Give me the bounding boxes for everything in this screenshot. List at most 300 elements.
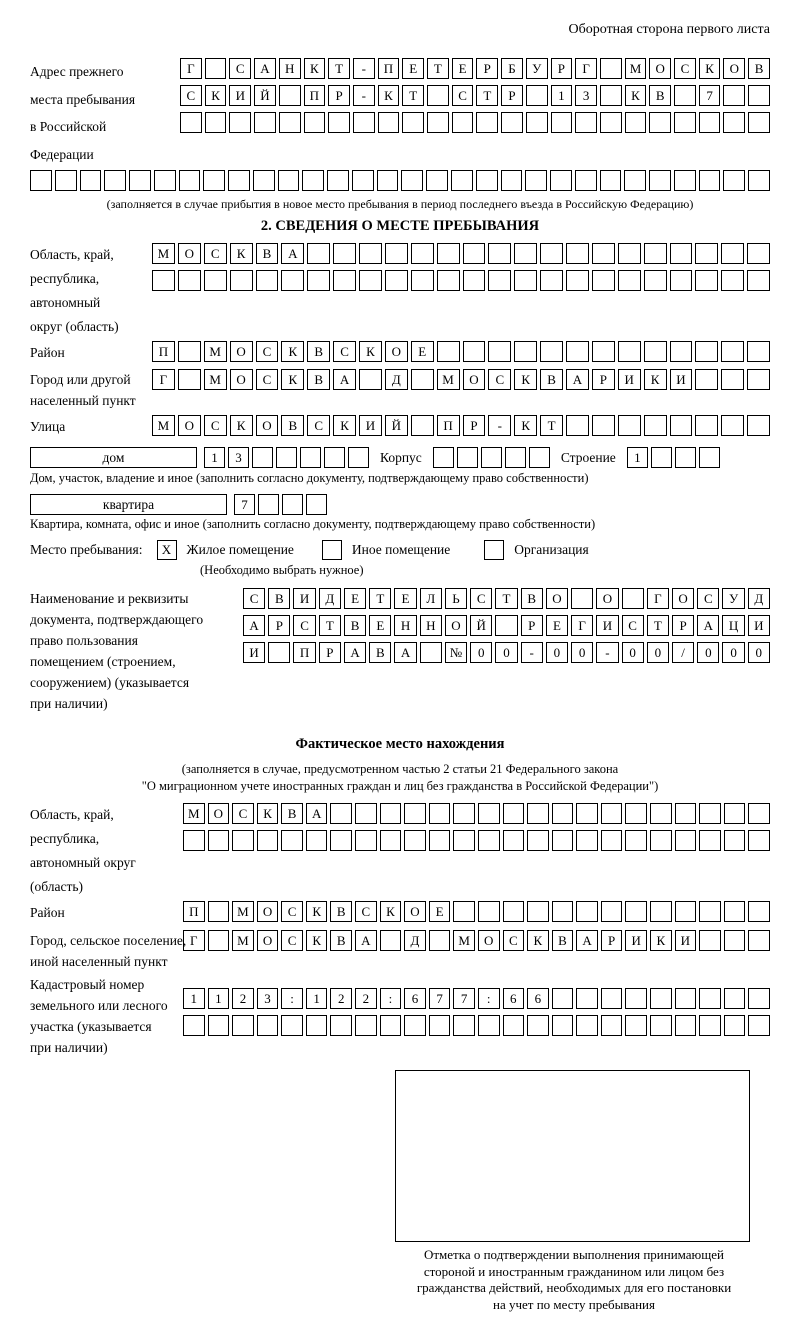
char-cell[interactable] (695, 243, 718, 264)
char-cell[interactable]: И (243, 642, 265, 663)
char-cell[interactable] (203, 170, 225, 191)
char-cell[interactable] (721, 270, 744, 291)
char-cell[interactable] (488, 243, 511, 264)
char-cell[interactable]: - (596, 642, 618, 663)
char-cell[interactable]: Е (429, 901, 451, 922)
char-cell[interactable] (670, 243, 693, 264)
char-cell[interactable] (575, 112, 597, 133)
char-cell[interactable] (429, 830, 451, 851)
char-cell[interactable]: А (333, 369, 356, 390)
char-cell[interactable] (333, 243, 356, 264)
char-cell[interactable] (674, 85, 696, 106)
char-cell[interactable]: И (229, 85, 251, 106)
char-cell[interactable]: : (478, 988, 500, 1009)
char-cell[interactable]: М (204, 369, 227, 390)
char-cell[interactable] (411, 369, 434, 390)
char-cell[interactable] (478, 1015, 500, 1036)
char-cell[interactable] (129, 170, 151, 191)
char-cell[interactable] (601, 830, 623, 851)
char-cell[interactable]: К (380, 901, 402, 922)
char-cell[interactable] (552, 830, 574, 851)
char-cell[interactable]: К (205, 85, 227, 106)
char-cell[interactable] (300, 447, 321, 468)
char-cell[interactable]: 2 (355, 988, 377, 1009)
char-cell[interactable] (618, 415, 641, 436)
korpus-cells[interactable] (433, 447, 550, 468)
char-cell[interactable]: 7 (234, 494, 255, 515)
char-cell[interactable] (380, 930, 402, 951)
char-cell[interactable]: Б (501, 58, 523, 79)
char-cell[interactable] (230, 270, 253, 291)
char-cell[interactable]: М (152, 415, 175, 436)
char-cell[interactable]: М (152, 243, 175, 264)
char-cell[interactable]: С (232, 803, 254, 824)
char-cell[interactable] (307, 270, 330, 291)
char-cell[interactable] (330, 803, 352, 824)
char-cell[interactable]: Т (540, 415, 563, 436)
char-cell[interactable] (152, 270, 175, 291)
char-cell[interactable]: О (546, 588, 568, 609)
char-cell[interactable] (451, 170, 473, 191)
char-cell[interactable] (699, 930, 721, 951)
char-cell[interactable] (721, 341, 744, 362)
char-cell[interactable]: К (514, 369, 537, 390)
char-cell[interactable]: И (359, 415, 382, 436)
char-cell[interactable] (618, 243, 641, 264)
checkbox-other-premises[interactable] (322, 540, 342, 560)
char-cell[interactable] (695, 341, 718, 362)
char-cell[interactable] (566, 415, 589, 436)
char-cell[interactable] (503, 901, 525, 922)
char-cell[interactable]: О (649, 58, 671, 79)
char-cell[interactable] (699, 170, 721, 191)
char-cell[interactable] (478, 803, 500, 824)
char-cell[interactable] (695, 369, 718, 390)
char-cell[interactable]: - (521, 642, 543, 663)
char-cell[interactable]: О (178, 415, 201, 436)
char-cell[interactable] (748, 85, 770, 106)
char-cell[interactable]: С (180, 85, 202, 106)
char-cell[interactable]: В (281, 803, 303, 824)
char-cell[interactable]: Г (183, 930, 205, 951)
char-cell[interactable] (601, 988, 623, 1009)
char-cell[interactable] (257, 830, 279, 851)
char-cell[interactable] (478, 901, 500, 922)
char-cell[interactable]: 0 (748, 642, 770, 663)
char-cell[interactable]: Т (402, 85, 424, 106)
char-cell[interactable]: В (369, 642, 391, 663)
char-cell[interactable] (252, 447, 273, 468)
char-cell[interactable] (724, 1015, 746, 1036)
char-cell[interactable]: О (257, 901, 279, 922)
char-cell[interactable]: 6 (503, 988, 525, 1009)
char-cell[interactable] (488, 341, 511, 362)
char-cell[interactable]: К (306, 901, 328, 922)
district-row[interactable] (152, 341, 770, 365)
char-cell[interactable]: М (232, 930, 254, 951)
char-cell[interactable] (501, 112, 523, 133)
char-cell[interactable] (463, 270, 486, 291)
char-cell[interactable]: И (675, 930, 697, 951)
char-cell[interactable]: Т (495, 588, 517, 609)
char-cell[interactable] (205, 112, 227, 133)
char-cell[interactable]: 0 (571, 642, 593, 663)
char-cell[interactable]: С (256, 369, 279, 390)
char-cell[interactable] (359, 270, 382, 291)
char-cell[interactable] (183, 1015, 205, 1036)
city-row[interactable] (152, 369, 770, 411)
char-cell[interactable]: 2 (330, 988, 352, 1009)
char-cell[interactable]: К (650, 930, 672, 951)
char-cell[interactable]: / (672, 642, 694, 663)
char-cell[interactable]: Н (279, 58, 301, 79)
char-cell[interactable]: К (281, 341, 304, 362)
char-cell[interactable] (427, 85, 449, 106)
char-cell[interactable] (476, 112, 498, 133)
char-cell[interactable]: С (674, 58, 696, 79)
char-cell[interactable]: В (281, 415, 304, 436)
char-cell[interactable] (600, 85, 622, 106)
char-cell[interactable] (256, 270, 279, 291)
document-row-1[interactable] (243, 588, 770, 609)
char-cell[interactable] (695, 270, 718, 291)
char-cell[interactable]: О (723, 58, 745, 79)
char-cell[interactable]: П (152, 341, 175, 362)
char-cell[interactable]: В (521, 588, 543, 609)
char-cell[interactable]: Р (592, 369, 615, 390)
char-cell[interactable] (650, 988, 672, 1009)
char-cell[interactable] (550, 170, 572, 191)
char-cell[interactable] (180, 112, 202, 133)
char-cell[interactable]: К (527, 930, 549, 951)
char-cell[interactable]: С (355, 901, 377, 922)
char-cell[interactable] (348, 447, 369, 468)
char-cell[interactable] (650, 803, 672, 824)
char-cell[interactable] (427, 112, 449, 133)
char-cell[interactable] (501, 170, 523, 191)
char-cell[interactable] (721, 415, 744, 436)
char-cell[interactable]: 3 (257, 988, 279, 1009)
char-cell[interactable]: О (672, 588, 694, 609)
char-cell[interactable] (353, 112, 375, 133)
char-cell[interactable]: 6 (404, 988, 426, 1009)
char-cell[interactable] (724, 901, 746, 922)
char-cell[interactable] (380, 1015, 402, 1036)
char-cell[interactable] (478, 830, 500, 851)
char-cell[interactable]: С (452, 85, 474, 106)
char-cell[interactable] (592, 341, 615, 362)
char-cell[interactable] (281, 830, 303, 851)
char-cell[interactable] (748, 1015, 770, 1036)
char-cell[interactable]: А (394, 642, 416, 663)
char-cell[interactable] (30, 170, 52, 191)
char-cell[interactable] (748, 988, 770, 1009)
char-cell[interactable] (575, 170, 597, 191)
char-cell[interactable] (675, 803, 697, 824)
char-cell[interactable] (649, 112, 671, 133)
char-cell[interactable] (566, 243, 589, 264)
char-cell[interactable] (453, 803, 475, 824)
char-cell[interactable]: А (566, 369, 589, 390)
char-cell[interactable] (747, 415, 770, 436)
char-cell[interactable] (401, 170, 423, 191)
char-cell[interactable] (747, 270, 770, 291)
char-cell[interactable]: О (230, 369, 253, 390)
actual-district-row[interactable] (183, 901, 770, 925)
char-cell[interactable]: Е (546, 615, 568, 636)
char-cell[interactable]: К (230, 243, 253, 264)
char-cell[interactable]: Г (647, 588, 669, 609)
char-cell[interactable] (307, 243, 330, 264)
char-cell[interactable] (552, 1015, 574, 1036)
char-cell[interactable]: Е (452, 58, 474, 79)
char-cell[interactable] (503, 1015, 525, 1036)
char-cell[interactable] (355, 830, 377, 851)
char-cell[interactable] (355, 1015, 377, 1036)
char-cell[interactable] (330, 1015, 352, 1036)
char-cell[interactable] (377, 170, 399, 191)
char-cell[interactable] (624, 170, 646, 191)
char-cell[interactable] (618, 270, 641, 291)
char-cell[interactable] (104, 170, 126, 191)
char-cell[interactable] (625, 803, 647, 824)
char-cell[interactable] (527, 830, 549, 851)
char-cell[interactable] (625, 901, 647, 922)
char-cell[interactable]: К (257, 803, 279, 824)
char-cell[interactable] (208, 901, 230, 922)
char-cell[interactable]: В (256, 243, 279, 264)
char-cell[interactable]: И (618, 369, 641, 390)
char-cell[interactable] (304, 112, 326, 133)
char-cell[interactable]: О (463, 369, 486, 390)
char-cell[interactable] (527, 1015, 549, 1036)
char-cell[interactable]: А (697, 615, 719, 636)
actual-city-row[interactable] (183, 930, 770, 972)
char-cell[interactable] (748, 830, 770, 851)
char-cell[interactable]: В (307, 369, 330, 390)
char-cell[interactable]: С (333, 341, 356, 362)
char-cell[interactable]: 7 (429, 988, 451, 1009)
char-cell[interactable]: П (437, 415, 460, 436)
char-cell[interactable]: Е (402, 58, 424, 79)
char-cell[interactable] (420, 642, 442, 663)
char-cell[interactable]: Т (647, 615, 669, 636)
char-cell[interactable] (724, 930, 746, 951)
char-cell[interactable] (540, 270, 563, 291)
char-cell[interactable] (411, 243, 434, 264)
char-cell[interactable] (576, 803, 598, 824)
char-cell[interactable] (55, 170, 77, 191)
char-cell[interactable]: Е (411, 341, 434, 362)
char-cell[interactable]: В (330, 930, 352, 951)
char-cell[interactable]: В (307, 341, 330, 362)
char-cell[interactable] (80, 170, 102, 191)
char-cell[interactable]: К (378, 85, 400, 106)
char-cell[interactable] (437, 341, 460, 362)
char-cell[interactable] (592, 270, 615, 291)
char-cell[interactable]: К (625, 85, 647, 106)
char-cell[interactable]: С (229, 58, 251, 79)
char-cell[interactable] (327, 170, 349, 191)
stroenie-cells[interactable] (627, 447, 720, 468)
char-cell[interactable]: В (268, 588, 290, 609)
char-cell[interactable] (429, 930, 451, 951)
char-cell[interactable]: А (243, 615, 265, 636)
char-cell[interactable] (411, 270, 434, 291)
char-cell[interactable] (601, 1015, 623, 1036)
char-cell[interactable] (429, 803, 451, 824)
char-cell[interactable]: 0 (622, 642, 644, 663)
char-cell[interactable]: С (622, 615, 644, 636)
char-cell[interactable]: - (353, 58, 375, 79)
char-cell[interactable]: 0 (546, 642, 568, 663)
char-cell[interactable]: С (243, 588, 265, 609)
char-cell[interactable]: Р (551, 58, 573, 79)
char-cell[interactable]: 1 (306, 988, 328, 1009)
char-cell[interactable]: 3 (228, 447, 249, 468)
char-cell[interactable] (552, 901, 574, 922)
char-cell[interactable]: П (378, 58, 400, 79)
checkbox-organization[interactable] (484, 540, 504, 560)
char-cell[interactable] (576, 901, 598, 922)
char-cell[interactable]: К (333, 415, 356, 436)
char-cell[interactable] (748, 803, 770, 824)
char-cell[interactable]: 2 (232, 988, 254, 1009)
char-cell[interactable]: У (526, 58, 548, 79)
char-cell[interactable] (514, 243, 537, 264)
char-cell[interactable] (748, 901, 770, 922)
char-cell[interactable] (576, 988, 598, 1009)
char-cell[interactable] (208, 830, 230, 851)
char-cell[interactable]: И (748, 615, 770, 636)
char-cell[interactable] (453, 901, 475, 922)
char-cell[interactable] (566, 341, 589, 362)
char-cell[interactable]: Г (180, 58, 202, 79)
document-row-3[interactable] (243, 642, 770, 663)
char-cell[interactable]: П (183, 901, 205, 922)
char-cell[interactable]: : (380, 988, 402, 1009)
char-cell[interactable]: О (208, 803, 230, 824)
char-cell[interactable]: Н (420, 615, 442, 636)
char-cell[interactable] (622, 588, 644, 609)
cadastre-row-1[interactable] (183, 988, 770, 1009)
region-row-2[interactable] (152, 270, 770, 291)
char-cell[interactable] (625, 830, 647, 851)
char-cell[interactable]: К (306, 930, 328, 951)
char-cell[interactable] (514, 341, 537, 362)
char-cell[interactable]: С (470, 588, 492, 609)
char-cell[interactable] (453, 830, 475, 851)
char-cell[interactable] (748, 170, 770, 191)
char-cell[interactable]: В (540, 369, 563, 390)
char-cell[interactable] (650, 1015, 672, 1036)
char-cell[interactable] (674, 112, 696, 133)
char-cell[interactable]: Г (152, 369, 175, 390)
char-cell[interactable]: В (552, 930, 574, 951)
char-cell[interactable]: С (697, 588, 719, 609)
char-cell[interactable] (748, 112, 770, 133)
char-cell[interactable]: Т (319, 615, 341, 636)
char-cell[interactable] (670, 270, 693, 291)
char-cell[interactable]: О (178, 243, 201, 264)
char-cell[interactable] (675, 988, 697, 1009)
char-cell[interactable]: И (625, 930, 647, 951)
char-cell[interactable] (721, 369, 744, 390)
char-cell[interactable] (306, 830, 328, 851)
char-cell[interactable] (601, 803, 623, 824)
char-cell[interactable] (525, 170, 547, 191)
char-cell[interactable]: Р (501, 85, 523, 106)
char-cell[interactable]: В (330, 901, 352, 922)
char-cell[interactable] (576, 830, 598, 851)
char-cell[interactable]: М (453, 930, 475, 951)
char-cell[interactable]: И (293, 588, 315, 609)
char-cell[interactable] (281, 270, 304, 291)
char-cell[interactable] (650, 830, 672, 851)
char-cell[interactable] (505, 447, 526, 468)
char-cell[interactable]: Т (328, 58, 350, 79)
apartment-box[interactable]: квартира (30, 494, 227, 515)
char-cell[interactable]: М (625, 58, 647, 79)
char-cell[interactable]: 7 (453, 988, 475, 1009)
document-row-2[interactable] (243, 615, 770, 636)
char-cell[interactable] (404, 803, 426, 824)
char-cell[interactable]: С (307, 415, 330, 436)
char-cell[interactable]: 0 (697, 642, 719, 663)
char-cell[interactable]: М (204, 341, 227, 362)
char-cell[interactable] (437, 270, 460, 291)
char-cell[interactable] (279, 112, 301, 133)
char-cell[interactable] (699, 447, 720, 468)
char-cell[interactable] (253, 170, 275, 191)
prev-address-row-4[interactable] (30, 170, 770, 191)
char-cell[interactable] (404, 1015, 426, 1036)
char-cell[interactable]: К (230, 415, 253, 436)
char-cell[interactable] (724, 803, 746, 824)
char-cell[interactable]: 1 (551, 85, 573, 106)
char-cell[interactable] (503, 803, 525, 824)
char-cell[interactable] (625, 988, 647, 1009)
char-cell[interactable] (571, 588, 593, 609)
char-cell[interactable] (404, 830, 426, 851)
char-cell[interactable]: Д (385, 369, 408, 390)
char-cell[interactable]: Р (328, 85, 350, 106)
char-cell[interactable]: У (722, 588, 744, 609)
char-cell[interactable] (179, 170, 201, 191)
char-cell[interactable] (552, 988, 574, 1009)
char-cell[interactable] (481, 447, 502, 468)
char-cell[interactable] (378, 112, 400, 133)
char-cell[interactable]: 0 (722, 642, 744, 663)
char-cell[interactable] (208, 1015, 230, 1036)
char-cell[interactable]: О (257, 930, 279, 951)
char-cell[interactable] (600, 112, 622, 133)
char-cell[interactable] (402, 112, 424, 133)
char-cell[interactable] (625, 112, 647, 133)
char-cell[interactable]: Е (394, 588, 416, 609)
char-cell[interactable]: М (183, 803, 205, 824)
char-cell[interactable] (566, 270, 589, 291)
char-cell[interactable] (302, 170, 324, 191)
char-cell[interactable]: О (478, 930, 500, 951)
char-cell[interactable]: А (254, 58, 276, 79)
char-cell[interactable]: С (204, 415, 227, 436)
char-cell[interactable] (601, 901, 623, 922)
char-cell[interactable]: П (293, 642, 315, 663)
char-cell[interactable]: К (514, 415, 537, 436)
char-cell[interactable]: С (256, 341, 279, 362)
char-cell[interactable]: А (355, 930, 377, 951)
